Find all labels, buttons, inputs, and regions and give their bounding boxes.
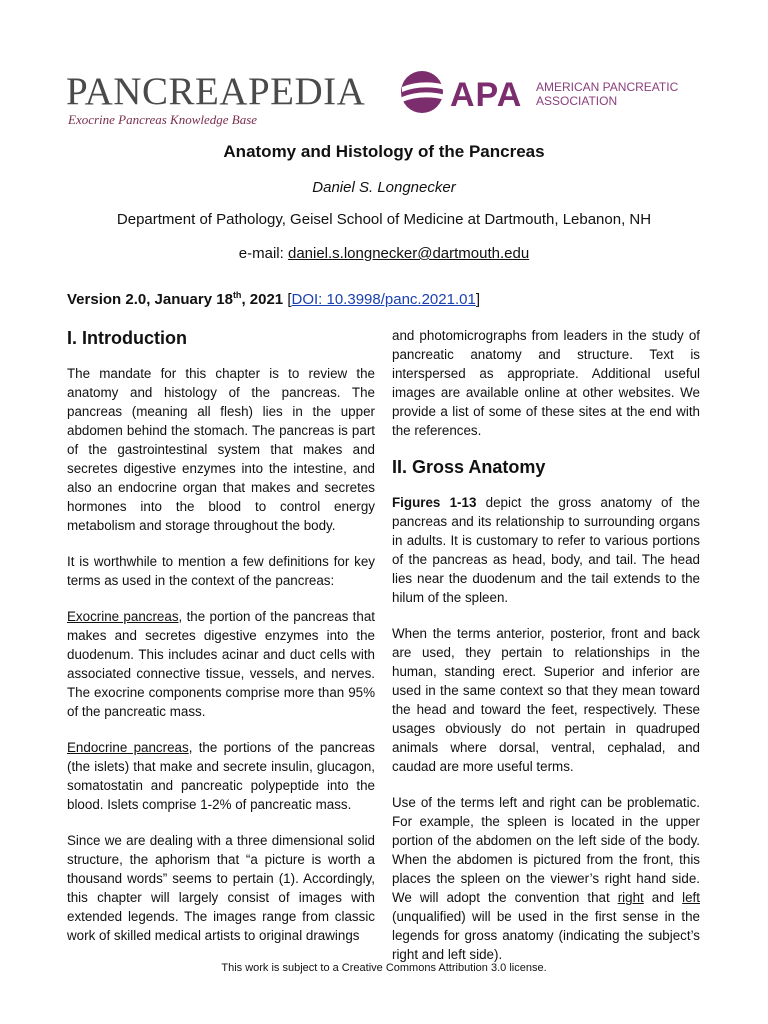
email-line: [0, 245, 768, 262]
paragraph-text: depict the gross anatomy of the pancreas and its relationship to surrounding organs in adults. It is customary to refer to various portions of the pancreas as head, body, and tail. The head lies near the duodenum and the tail extends to the hilum of the spleen.: [392, 495, 701, 605]
term-exocrine: Exocrine pancreas: [67, 609, 179, 624]
apa-acronym: APA: [450, 76, 523, 114]
section-heading-introduction: I. Introduction: [67, 328, 187, 348]
section-heading-gross-anatomy: II. Gross Anatomy: [392, 457, 546, 477]
version-line: [67, 290, 480, 308]
apa-logo: [400, 70, 710, 118]
column-left: [67, 326, 375, 962]
term-right: right: [617, 890, 644, 905]
definition-endocrine: , the portions of the pancreas (the islets) that make and secrete insulin, glucagon, somatostatin and pancreatic polypeptide into the blood. Islets comprise 1-2% of pancreatic mass.: [67, 740, 375, 812]
author: Daniel S. Longnecker: [312, 179, 456, 196]
paragraph: When the terms anterior, posterior, front and back are used, they pertain to relationships in the human, standing erect. Superior and inferior are used in the same context so that they mean toward the head and toward the feet, respectively. These usages obviously do not pertain in quadruped animals where dorsal, ventral, cephalad, and caudad are more useful terms.: [392, 626, 700, 774]
paragraph-endocrine: [67, 738, 375, 814]
version-text: Version 2.0, January 18: [67, 291, 233, 308]
doi-link[interactable]: DOI: 10.3998/panc.2021.01: [291, 291, 476, 308]
version-year: , 2021: [241, 291, 284, 308]
pancreapedia-logo: [66, 70, 366, 132]
definition-exocrine: , the portion of the pancreas that makes and secretes digestive enzymes into the duodenum. This includes acinar and duct cells with associated connective tissue, vessels, and nerves. The exocrine components comprise more than 95% of the pancreatic mass.: [67, 609, 376, 719]
license-footer: This work is subject to a Creative Commons Attribution 3.0 license.: [221, 962, 547, 974]
paragraph: It is worthwhile to mention a few definitions for key terms as used in the context of the pancreas:: [67, 554, 375, 588]
paragraph-text: (unqualified) will be used in the first sense in the legends for gross anatomy (indicating the subject’s right and left side).: [392, 909, 700, 962]
version-sup: th: [232, 290, 242, 300]
paragraph-text: and: [643, 890, 683, 905]
figures-reference: Figures 1-13: [392, 495, 477, 510]
paragraph-figures: [392, 493, 700, 607]
email-label: e-mail:: [238, 245, 284, 262]
email-address-link[interactable]: daniel.s.longnecker@dartmouth.edu: [287, 245, 530, 262]
apa-name-line1: AMERICAN PANCREATIC: [536, 80, 679, 94]
term-left: left: [682, 890, 700, 905]
apa-swoosh-icon: [400, 70, 448, 114]
paragraph: The mandate for this chapter is to review the anatomy and histology of the pancreas. The pancreas (meaning all flesh) lies in the upper abdomen behind the stomach. The pancreas is part of the gastrointestinal system that makes and secretes digestive enzymes into the intestine, and also an endocrine organ that makes and secretes hormones into the blood to control energy metabolism and storage throughout the body.: [67, 366, 375, 533]
doi: [DOI: 10.3998/panc.2021.01]: [287, 291, 480, 308]
document-title: Anatomy and Histology of the Pancreas: [223, 142, 545, 161]
paragraph: and photomicrographs from leaders in the study of pancreatic anatomy and structure. Text is interspersed as appropriate. Additional useful images are available online at other websites. We provide a list of some of these sites at the end with the references.: [392, 328, 700, 438]
affiliation: Department of Pathology, Geisel School of Medicine at Dartmouth, Lebanon, NH: [116, 211, 652, 228]
paragraph-exocrine: [67, 607, 375, 721]
pancreapedia-tagline: Exocrine Pancreas Knowledge Base: [68, 112, 258, 127]
apa-name-line2: ASSOCIATION: [536, 94, 618, 108]
paragraph-text: Use of the terms left and right can be problematic. For example, the spleen is located in the upper portion of the abdomen on the left side of the body. When the abdomen is pictured from the front, this places the spleen on the viewer’s right hand side. We will adopt the convention that: [392, 795, 700, 905]
apa-full-name: [536, 80, 678, 108]
paragraph: Since we are dealing with a three dimensional solid structure, the aphorism that “a picture is worth a thousand words” seems to pertain (1). Accordingly, this chapter will largely consist of images with extended legends. The images range from classic work of skilled medical artists to original drawings: [67, 833, 375, 943]
paragraph-left-right: [392, 793, 700, 964]
column-right: [392, 326, 700, 981]
pancreapedia-wordmark: PANCREAPEDIA: [66, 70, 366, 113]
term-endocrine: Endocrine pancreas: [67, 740, 189, 755]
